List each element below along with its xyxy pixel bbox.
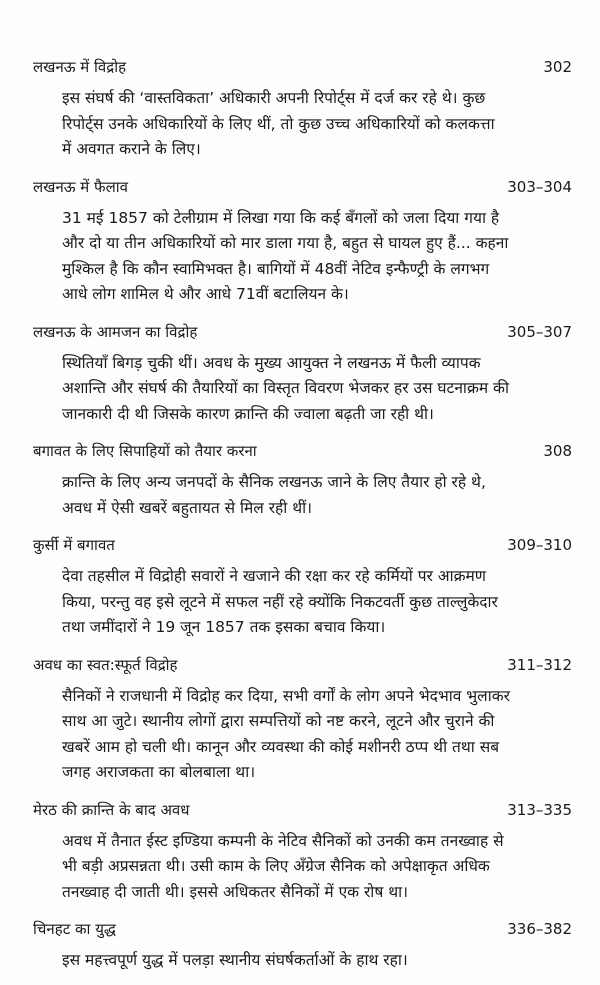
entry-heading [33,797,572,823]
entry-title: कुर्सी में बगावत [33,536,115,554]
summary-line: देवा तहसील में विद्रोही सवारों ने खजाने की रक्षा कर रहे कर्मियों पर आक्रमण [62,567,486,585]
contents-entry [33,916,572,974]
summary-line: अशान्ति और संघर्ष की तैयारियों का विस्तृत विवरण भेजकर हर उस घटनाक्रम की [62,379,509,397]
entry-summary [33,829,572,906]
entry-heading [33,54,572,80]
entry-title: मेरठ की क्रान्ति के बाद अवध [33,800,190,819]
summary-line: तथा जमींदारों ने 19 जून 1857 तक इसका बचाव किया। [62,618,386,636]
summary-line: इस महत्त्वपूर्ण युद्ध में पलड़ा स्थानीय संघर्षकर्ताओं के हाथ रहा। [62,951,408,969]
entry-heading [33,652,572,678]
summary-line: भी बड़ी अप्रसन्नता थी। उसी काम के लिए अँग्रेज सैनिक को अपेक्षाकृत अधिक [62,857,490,875]
summary-line: मुश्किल है कि कौन स्वामिभक्त है। बागियों में 48वीं नेटिव इन्फैण्ट्री के लगभग [62,259,490,278]
contents-entry [33,532,572,641]
summary-line: जगह अराजकता का बोलबाला था। [62,763,256,781]
summary-line: अवध में तैनात ईस्ट इण्डिया कम्पनी के नेटिव सैनिकों को उनकी कम तनख्वाह से [62,831,504,850]
entry-page-range: 305–307 [507,322,572,341]
entry-heading [33,319,572,345]
entry-page-range: 308 [543,442,572,460]
summary-line: इस संघर्ष की ‘वास्तविकता’ अधिकारी अपनी रिपोर्ट्स में दर्ज कर रहे थे। कुछ [62,89,486,107]
entry-page-range: 302 [543,58,572,76]
contents-entry [33,652,572,786]
entry-title: चिनहट का युद्ध [33,920,116,938]
summary-line: स्थितियाँ बिगड़ चुकी थीं। अवध के मुख्य आयुक्त ने लखनऊ में फैली व्यापक [62,353,481,372]
entry-page-range: 303–304 [507,177,572,196]
entry-heading [33,438,572,464]
entry-page-range: 311–312 [507,655,572,674]
entry-heading [33,174,572,200]
entry-page-range: 313–335 [507,800,572,819]
entry-page-range: 336–382 [507,920,572,938]
contents-entry [33,54,572,163]
contents-page [33,54,572,985]
summary-line: सैनिकों ने राजधानी में विद्रोह कर दिया, सभी वर्गों के लोग अपने भेदभाव भुलाकर [62,686,510,705]
summary-line: तनख्वाह दी जाती थी। इससे अधिकतर सैनिकों में एक रोष था। [62,882,409,901]
entry-summary [33,351,572,428]
summary-line: जानकारी दी थी जिसके कारण क्रान्ति की ज्वाला बढ़ती जा रही थी। [62,404,434,423]
summary-line: किया, परन्तु वह इसे लूटने में सफल नहीं रहे क्योंकि निकटवर्ती कुछ ताल्लुकेदार [62,592,498,611]
entry-title: लखनऊ में विद्रोह [33,58,127,76]
entry-heading [33,532,572,558]
summary-line: अवध में ऐसी खबरें बहुतायत से मिल रही थीं। [62,498,313,517]
summary-line: क्रान्ति के लिए अन्य जनपदों के सैनिक लखनऊ जाने के लिए तैयार हो रहे थे, [62,473,486,491]
entry-title: अवध का स्वत:स्फूर्त विद्रोह [33,655,178,674]
entry-title: बगावत के लिए सिपाहियों को तैयार करना [33,442,257,460]
entry-summary [33,948,572,974]
summary-line: साथ आ जुटे। स्थानीय लोगों द्वारा सम्पत्तियों को नष्ट करने, लूटने और चुराने की [62,712,495,730]
summary-line: में अवगत कराने के लिए। [62,140,201,158]
contents-entry [33,797,572,906]
entry-summary [33,684,572,786]
entry-page-range: 309–310 [507,536,572,554]
entry-summary [33,206,572,308]
entry-title: लखनऊ के आमजन का विद्रोह [33,322,198,341]
entry-title: लखनऊ में फैलाव [33,177,129,196]
contents-entry [33,174,572,308]
summary-line: खबरें आम हो चली थी। कानून और व्यवस्था की कोई मशीनरी ठप्प थी तथा सब [62,737,500,756]
contents-entry [33,438,572,521]
summary-line: 31 मई 1857 को टेलीग्राम में लिखा गया कि कई बँगलों को जला दिया गया है [62,208,500,227]
summary-line: और दो या तीन अधिकारियों को मार डाला गया है, बहुत से घायल हुए हैं... कहना [62,234,509,252]
contents-entry [33,319,572,428]
summary-line: रिपोर्ट्स उनके अधिकारियों के लिए थीं, तो कुछ उच्च अधिकारियों को कलकत्ता [62,114,495,133]
entry-summary [33,470,572,521]
entry-heading [33,916,572,942]
entry-summary [33,86,572,163]
entry-summary [33,564,572,641]
summary-line: आधे लोग शामिल थे और आधे 71वीं बटालियन के। [62,285,349,303]
